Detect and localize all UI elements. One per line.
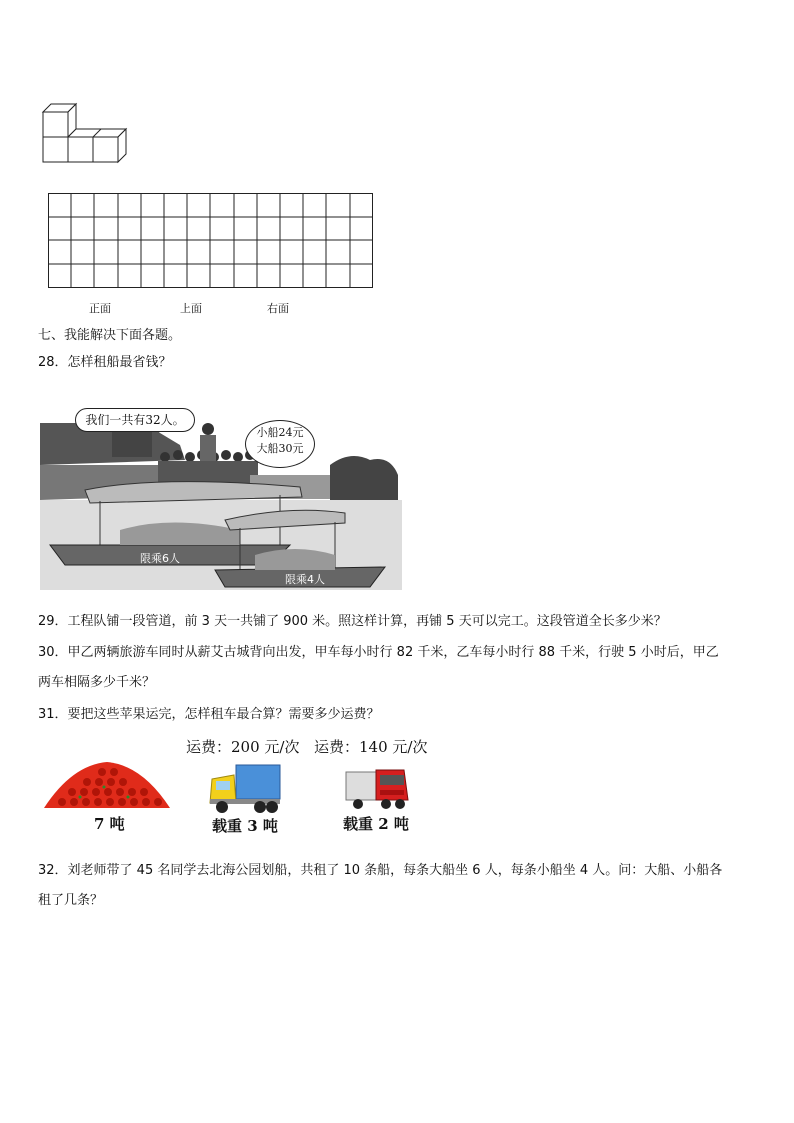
price-big-boat: 大船30元	[256, 442, 304, 455]
speech-text: 我们一共有32人。	[85, 413, 185, 427]
price-bubble	[245, 420, 315, 468]
red-truck-icon	[344, 766, 410, 812]
question-30-line1: 30．甲乙两辆旅游车同时从薪艾古城背向出发，甲车每小时行 82 千米，乙车每小时行 88 千米，行驶 5 小时后，甲乙	[38, 645, 719, 660]
boat2-capacity: 限乘4人	[285, 573, 325, 586]
label-top-view: 上面	[180, 302, 202, 315]
cube-figure	[38, 100, 133, 166]
truck-small-capacity: 载重 2 吨	[343, 815, 409, 833]
label-right-view: 右面	[267, 302, 289, 315]
boat1-capacity: 限乘6人	[140, 552, 180, 565]
fee-truck-small: 运费：140 元/次	[314, 738, 428, 756]
apple-pile-icon	[42, 760, 172, 810]
question-31: 31．要把这些苹果运完，怎样租车最合算？需要多少运费？	[38, 707, 380, 722]
fee-truck-large: 运费：200 元/次	[186, 738, 300, 756]
question-32-line2: 租了几条？	[38, 893, 104, 908]
question-32-line1: 32．刘老师带了 45 名同学去北海公园划船，共租了 10 条船，每条大船坐 6 人，每条小船坐 4 人。问：大船、小船各	[38, 863, 723, 878]
boat-illustration	[40, 405, 402, 590]
question-30-line2: 两车相隔多少千米？	[38, 675, 156, 690]
label-front-view: 正面	[89, 302, 111, 315]
drawing-grid	[48, 193, 374, 289]
section-heading: 七、我能解决下面各题。	[38, 328, 182, 343]
question-28: 28．怎样租船最省钱？	[38, 355, 172, 370]
speech-bubble	[75, 408, 195, 432]
truck-large-capacity: 载重 3 吨	[212, 817, 278, 835]
price-small-boat: 小船24元	[256, 426, 304, 439]
apple-weight: 7 吨	[94, 815, 125, 833]
yellow-truck-icon	[208, 763, 282, 815]
question-29: 29．工程队铺一段管道，前 3 天一共铺了 900 米。照这样计算，再铺 5 天可以完工。这段管道全长多少米？	[38, 614, 667, 629]
